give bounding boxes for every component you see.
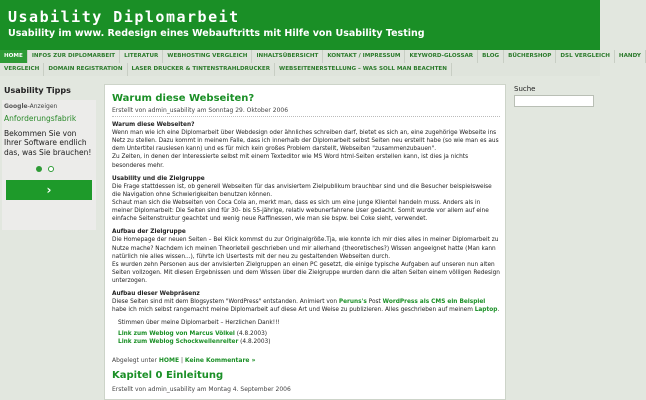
link-weblog-voelkel[interactable]: Link zum Weblog von Marcus Völkel [118,330,235,337]
link-peruns[interactable]: Peruns's [338,299,367,306]
nav-item-blog[interactable]: BLOG [478,50,504,63]
search-input[interactable] [514,95,594,107]
link-laptop[interactable]: Laptop [474,307,498,314]
section-heading: Usability und die Zielgruppe [112,175,205,182]
nav-item-home[interactable]: HOME [0,50,28,63]
left-sidebar [0,82,98,400]
nav-item-dsl[interactable]: DSL VERGLEICH [556,50,615,63]
nav-row-2 [0,63,600,76]
right-sidebar [512,82,600,400]
sidebar-title: Usability Tipps [4,86,71,95]
main-navigation [0,50,641,76]
paragraph: Schaut man sich die Webseiten von Coca Cola an, merkt man, dass es sich um eine junge Klientel handeln muss. Anders als in meiner Diplomarbeit: Die Seiten sind für 30- bis 55-jährige, relativ webunerfahrene User gedacht. Somit wurde vor allem auf eine einfache Seitenstruktur geachtet und wenig neue Raffinessen, wie man sie bspw. bei Coke sieht, verwendet. [112,199,489,223]
google-logo-text: Google [4,103,28,110]
nav-item-glossar[interactable]: KEYWORD-GLOSSAR [405,50,478,63]
nav-item-webhosting[interactable]: WEBHOSTING VERGLEICH [163,50,252,63]
main-content [104,84,506,400]
nav-item-inhalt[interactable]: INHALTSÜBERSICHT [252,50,323,63]
site-title[interactable]: Usability Diplomarbeit [8,8,240,26]
category-link[interactable]: HOME [158,357,180,364]
paragraph: Es wurden zehn Personen aus der anvisierten Zielgruppen an einen PC gesetzt, die einige typische Aufgaben auf unseren nun alten Seiten vollzogen. Mit diesen Ergebnissen und dem Wissen über die Zielgruppe wurden dann die alten Seiten einem völligen Redesign unterzogen. [112,261,500,284]
post-body: Warum diese Webseiten? Wenn man wie ich eine Diplomarbeit über Webdesign oder ähnliches schreiben darf, bietet es sich an, eine zugehörige Webseite ins Netz zu stellen. Dazu kommt in meinem Falle, dass ich innerhalb der Diplomarbeit selbst Seiten neu erstellt habe (so wie man es aus dem Untertitel rauslesen kann) und es für mich kein großes Problem darstellt, Webseiten "zusammenzubauen". Zu Zeiten, in denen der Interessierte selbst mit einem Texteditor wie MS Word html-Seiten erstellen kann, ist dies ja nichts besonderes mehr. Usability und die Zielgruppe Die Frage stattdessen ist, ob generell Webseiten für das anvisiertem Zielpublikum brauchbar sind und die Besucher beispielsweise die Navigation ohne Schwierigkeiten benutzen können. Schaut man sich die Webseiten von Coca Cola an, merkt man, dass es sich um eine junge Klientel handeln muss. Anders als in meiner Diplomarbeit: Die Seiten sind für 30- bis 55-jährige, relativ webunerfahrene User gedacht. Somit wurde vor allem auf eine einfache Seitenstruktur geachtet und wenig neue Raffinessen, wie man sie bspw. bei Coke sieht, verwendet. Aufbau der Zielgruppe Die Homepage der neuen Seiten – Bei Klick kommst du zur Originalgröße.Tja, wie konnte ich mir dies alles in meiner Diplomarbeit zu Nutze mache? Nachdem ich meinen Theorieteil geschrieben und mir allerhand (theoretisches?) Wissen angeeignet hatte (Man kann natürlich nie alles wissen...), führte ich Usertests mit der neu zu gestaltenden Webseiten durch. Es wurden zehn Personen aus der anvisierten Zielgruppen an einen PC gesetzt, die einige typische Aufgaben auf unseren nun alten Seiten vollzogen. Mit diesen Ergebnissen und dem Wissen über die Zielgruppe wurden dann die alten Seiten einem völligen Redesign unterzogen. Aufbau dieser Webpräsenz Diese Seiten sind mit dem Blogsystem "WordPress" entstanden. Animiert von Peruns's Post WordPress als CMS ein Beispiel habe ich mich selbst rangemacht meine Diplomarbeit auf diese Art und Weise zu publizieren. Alles geschrieben auf meinem Laptop. Stimmen über meine Diplomarbeit – Herzlichen Dank!!! Link zum Weblog von Marcus Völkel (4.8.2003) Link zum Weblog Schockwellenreiter (4.8.2003) [112,122,500,345]
carousel-dot-active-icon[interactable] [36,166,42,172]
nav-item-handy[interactable]: HANDY [615,50,646,63]
post-title[interactable]: Warum diese Webseiten? [112,93,255,104]
post-meta: Erstellt von admin_usability am Montag 4. September 2006 [112,386,291,393]
nav-item-drucker[interactable]: LASER DRUCKER & TINTENSTRAHLDRUCKER [128,63,276,76]
section-heading: Aufbau der Zielgruppe [112,229,186,236]
post-footer: Abgelegt unter HOME | Keine Kommentare » [112,357,256,364]
carousel-dot-icon[interactable] [48,166,54,172]
nav-item-domain[interactable]: DOMAIN REGISTRATION [44,63,127,76]
site-header [0,0,600,50]
post-meta: Erstellt von admin_usability am Sonntag 29. Oktober 2006 [112,107,289,114]
thanks-text: Stimmen über meine Diplomarbeit – Herzlichen Dank!!! [118,320,280,327]
paragraph: Zu Zeiten, in denen der Interessierte selbst mit einem Texteditor wie MS Word html-Seiten erstellen kann, ist dies ja nichts besonderes mehr. [112,154,469,169]
post-title[interactable]: Kapitel 0 Einleitung [112,370,224,381]
ad-text: Bekommen Sie von Ihrer Software endlich das, was Sie brauchen! [4,129,92,157]
nav-item-kontakt[interactable]: KONTAKT / IMPRESSUM [323,50,405,63]
search-label: Suche [514,85,536,93]
paragraph: Die Homepage der neuen Seiten – Bei Klick kommst du zur Originalgröße.Tja, wie konnte ich mir dies alles in meiner Diplomarbeit zu Nutze mache? Nachdem ich meinen Theorieteil geschrieben und mir allerhand (theoretisches?) Wissen angeeignet hatte (Man kann natürlich nie alles wissen...), führte ich Usertests mit der neu zu gestaltenden Webseiten durch. [112,237,499,260]
nav-item-vergleich[interactable]: VERGLEICH [0,63,44,76]
nav-item-buechershop[interactable]: BÜCHERSHOP [504,50,556,63]
paragraph: Die Frage stattdessen ist, ob generell Webseiten für das anvisiertem Zielpublikum brauchbar sind und die Besucher beispielsweise die Navigation ohne Schwierigkeiten benutzen können. [112,183,492,198]
nav-item-infos[interactable]: INFOS ZUR DIPLOMARBEIT [28,50,120,63]
link-wordpress-cms[interactable]: WordPress als CMS ein Beispiel [382,299,486,306]
nav-item-literatur[interactable]: LITERATUR [120,50,163,63]
nav-item-webseitenerstellung[interactable]: WEBSEITENERSTELLUNG – WAS SOLL MAN BEACHTEN [275,63,452,76]
divider [112,116,500,117]
comments-link[interactable]: Keine Kommentare » [184,357,256,364]
section-heading: Aufbau dieser Webpräsenz [112,291,200,298]
section-heading: Warum diese Webseiten? [112,122,195,128]
nav-row-1 [0,50,641,63]
ad-title[interactable]: Anforderungsfabrik [4,114,77,123]
site-description: Usability im www. Redesign eines Webauftritts mit Hilfe von Usability Testing [8,28,425,39]
link-weblog-schockwellenreiter[interactable]: Link zum Weblog Schockwellenreiter [118,338,239,345]
paragraph: Wenn man wie ich eine Diplomarbeit über Webdesign oder ähnliches schreiben darf, bietet es sich an, eine zugehörige Webseite ins Netz zu stellen. Dazu kommt in meinem Falle, dass ich innerhalb der Diplomarbeit selbst Seiten neu erstellt habe (so wie man es aus dem Untertitel rauslesen kann) und es für mich kein großes Problem darstellt, Webseiten "zusammenzubauen". [112,130,499,153]
ads-by-label[interactable]: Google-Anzeigen [4,103,58,110]
chevron-right-icon: › [46,183,52,197]
ad-next-button[interactable] [6,180,92,200]
